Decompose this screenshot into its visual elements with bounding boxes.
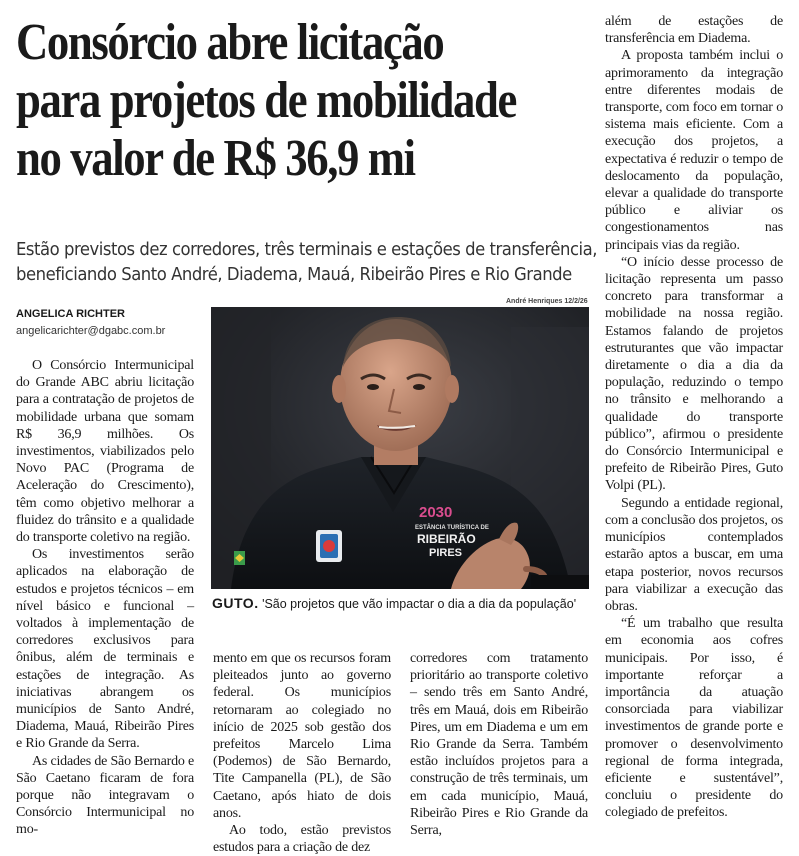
subheadline-line: beneficiando Santo André, Diadema, Mauá, Ribeirão Pires e Rio Grande bbox=[16, 265, 572, 285]
body-paragraph: As cidades de São Bernardo e São Caetano ficaram de fora porque não integravam o Consórcio Intermunicipal no mo- bbox=[16, 753, 194, 838]
headline-line: Consórcio abre licitação bbox=[16, 14, 444, 71]
body-paragraph: além de estações de transferência em Diadema. bbox=[605, 14, 783, 47]
body-paragraph: Ao todo, estão previstos estudos para a criação de dez bbox=[213, 823, 391, 856]
photo-credit: André Henriques 12/2/26 bbox=[506, 298, 588, 305]
author-name: ANGELICA RICHTER bbox=[16, 308, 125, 320]
svg-text:RIBEIRÃO: RIBEIRÃO bbox=[417, 532, 476, 546]
headline-line: para projetos de mobilidade bbox=[16, 72, 516, 129]
body-paragraph: O Consórcio Intermunicipal do Grande ABC abriu licitação para a contratação de projetos de mobilidade urbana que somam R$ 36,9 milhões. Os investimentos, viabilizados pelo Novo PAC (Programa de Aceleração do Crescimento), têm como objetivo melhorar a fluidez do trânsito e a qualidade do transporte coletivo na região. bbox=[16, 358, 194, 546]
body-paragraph: “É um trabalho que resulta em economia aos cofres municipais. Por isso, é importante reforçar a importância da atuação consorciada para viabilizar investimentos de grande porte e promover o desenvolvimento regional de forma integrada, eficiente e sustentável”, concluiu o presidente do colegiado de prefeitos. bbox=[605, 616, 783, 821]
headline-line: no valor de R$ 36,9 mi bbox=[16, 130, 415, 187]
body-paragraph: Segundo a entidade regional, com a conclusão dos projetos, os municípios contemplados estarão aptos a buscar, em uma etapa posterior, novos recursos para viabilizar a execução das obras. bbox=[605, 495, 783, 614]
body-paragraph: A proposta também inclui o aprimoramento da integração entre diferentes modais de transporte, com foco em tornar o sistema mais eficiente. Com a execução dos projetos, a expectativa é reduzir o tempo de deslocamento da população, elevar a qualidade do transporte público e aliviar os congestionamentos nas principais vias da região. bbox=[605, 48, 783, 253]
caption-lead: GUTO. bbox=[212, 595, 259, 611]
subheadline-line: Estão previstos dez corredores, três terminais e estações de transferência, bbox=[16, 240, 598, 260]
subheadline bbox=[16, 238, 598, 288]
body-paragraph: mento em que os recursos foram pleiteados junto ao governo federal. Os municípios retornaram ao colegiado no início de 2025 sob gestão dos prefeitos Marcelo Lima (Podemos) de São Bernardo, Tite Campanella (PL), de São Caetano, após hiato de dois anos. bbox=[213, 651, 391, 821]
body-paragraph: corredores com tratamento prioritário ao transporte coletivo – sendo três em Santo André, três em Mauá, dois em Ribeirão Pires, um em Diadema e um em Rio Grande da Serra. Também estão incluídos projetos para a construção de três terminais, um em cada município, Mauá, Ribeirão Pires e Rio Grande da Serra, bbox=[410, 651, 588, 839]
svg-text:ESTÂNCIA TURÍSTICA DE: ESTÂNCIA TURÍSTICA DE bbox=[415, 525, 489, 531]
photo-illustration bbox=[211, 307, 589, 589]
body-column-2 bbox=[213, 650, 391, 856]
author-email: angelicarichter@dgabc.com.br bbox=[16, 325, 166, 337]
svg-text:PIRES: PIRES bbox=[429, 547, 463, 559]
body-column-1 bbox=[16, 357, 194, 837]
headline bbox=[16, 14, 515, 188]
photo-caption bbox=[212, 595, 597, 612]
body-column-3 bbox=[410, 650, 588, 840]
body-paragraph: “O início desse processo de licitação representa um passo concreto para transformar a mobilidade na nossa região. Estamos falando de projetos estruturantes que vão impactar diretamente o dia a dia da população, reduzindo o tempo no trânsito e melhorando a qualidade do transporte público”, afirmou o presidente do Consórcio Intermunicipal e prefeito de Ribeirão Pires, Guto Volpi (PL). bbox=[605, 254, 783, 494]
body-column-4 bbox=[605, 13, 783, 841]
article-photo bbox=[211, 307, 589, 589]
caption-text: 'São projetos que vão impactar o dia a dia da população' bbox=[262, 597, 577, 611]
svg-text:2030: 2030 bbox=[419, 504, 453, 521]
body-paragraph: Os investimentos serão aplicados na elaboração de estudos e projetos técnicos – em nível básico e funcional – voltados à implementação de corredores exclusivos para ônibus, além de terminais e estações de integração. As iniciativas abrangem os municípios de Santo André, Diadema, Mauá, Ribeirão Pires e Rio Grande da Serra. bbox=[16, 547, 194, 752]
